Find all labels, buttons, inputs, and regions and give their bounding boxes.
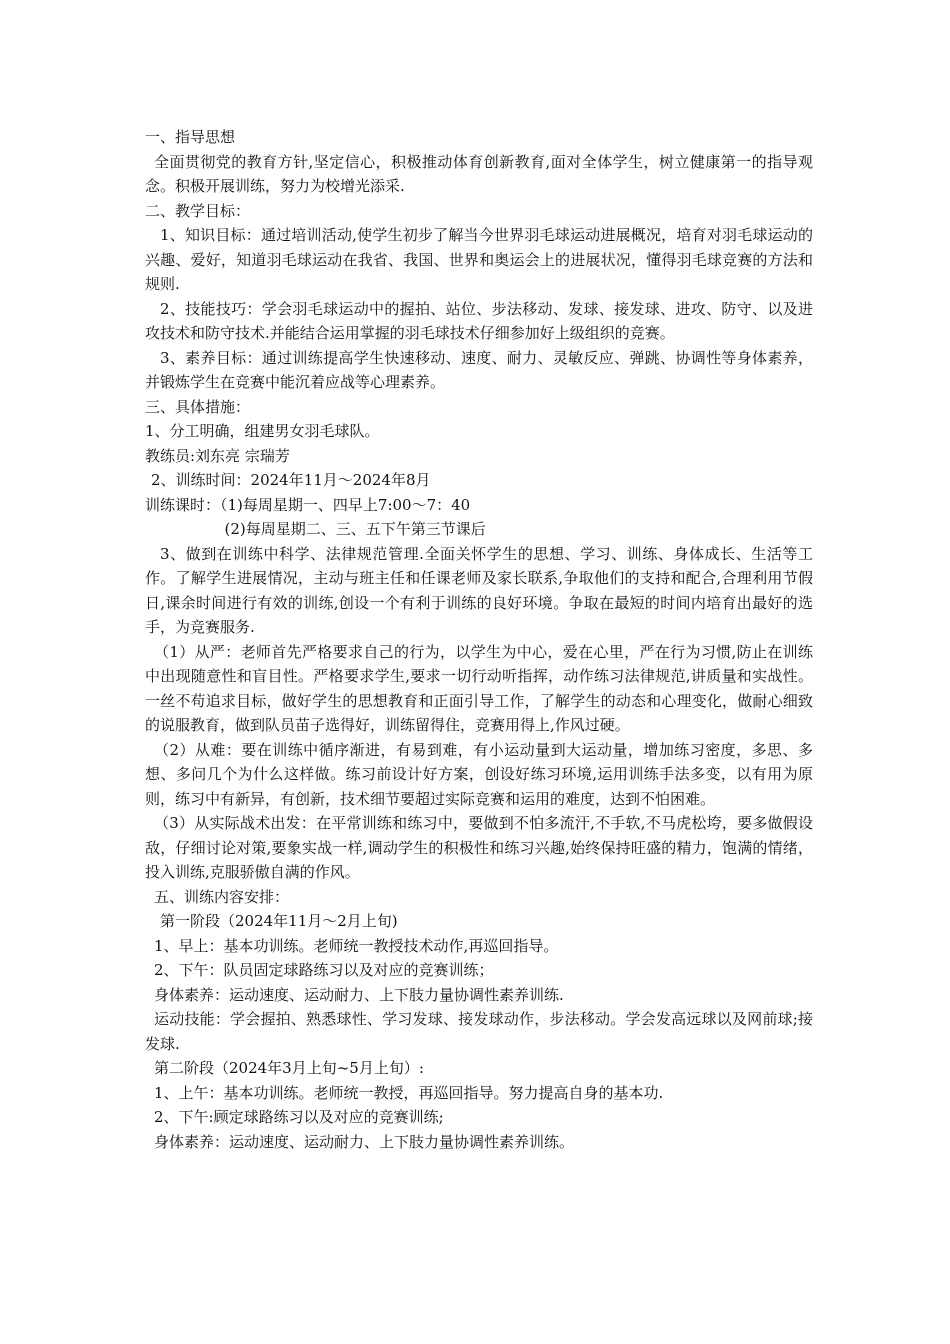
paragraph-coaches: 教练员:刘东亮 宗瑞芳 xyxy=(145,446,290,465)
paragraph-training-schedule-1: 训练课时：（1)每周星期一、四早上7:00～7：40 xyxy=(145,495,471,514)
paragraph-management: 3、做到在训练中科学、法律规范管理.全面关怀学生的思想、学习、训练、身体成长、生活等工作。了解学生进展情况，主动与班主任和任课老师及家长联系,争取他们的支持和配合,合理利用节假日,课余时间进行有效的训练,创设一个有利于训练的良好环境。争取在最短的时间内培育出最好的选手，为竞赛服务. xyxy=(145,544,813,636)
paragraph-guiding-thought: 全面贯彻党的教育方针,坚定信心，积极推动体育创新教育,面对全体学生，树立健康第一的指导观念。积极开展训练，努力为校增光添采. xyxy=(145,152,813,195)
paragraph-fitness-goal: 3、素养目标：通过训练提高学生快速移动、速度、耐力、灵敏反应、弹跳、协调性等身体素养，并锻炼学生在竞赛中能沉着应战等心理素养。 xyxy=(145,348,813,391)
heading-guiding-thought: 一、指导思想 xyxy=(145,128,236,146)
paragraph-team-setup: 1、分工明确，组建男女羽毛球队。 xyxy=(145,422,380,440)
paragraph-stage-two: 第二阶段（2024年3月上旬~5月上旬）: xyxy=(154,1059,424,1077)
paragraph-stage-two-fitness: 身体素养：运动速度、运动耐力、上下肢力量协调性素养训练。 xyxy=(154,1132,575,1151)
document-page xyxy=(145,125,813,1154)
paragraph-stage-one-afternoon: 2、下午：队员固定球路练习以及对应的竞赛训练； xyxy=(154,961,494,979)
paragraph-tactics: （3）从实际战术出发：在平常训练和练习中，要做到不怕多流汗,不手软,不马虎松垮，要多做假设敌，仔细讨论对策,要象实战一样,调动学生的积极性和练习兴趣,始终保持旺盛的精力，饱满的情绪，投入训练,克服骄傲自满的作风。 xyxy=(145,814,813,881)
heading-training-content: 五、训练内容安排： xyxy=(154,887,290,906)
paragraph-stage-one: 第一阶段（2024年11月～2月上旬) xyxy=(160,912,398,930)
paragraph-stage-two-afternoon: 2、下午:顾定球路练习以及对应的竞赛训练; xyxy=(154,1108,444,1126)
paragraph-training-period: 2、训练时间：2024年11月～2024年8月 xyxy=(151,471,431,489)
paragraph-stage-one-skills: 运动技能：学会握拍、熟悉球性、学习发球、接发球动作，步法移动。学会发高远球以及网前球;接发球. xyxy=(145,1010,813,1053)
paragraph-training-schedule-2: (2)每周星期二、三、五下午第三节课后 xyxy=(224,520,486,538)
paragraph-skill-goal: 2、技能技巧：学会羽毛球运动中的握拍、站位、步法移动、发球、接发球、进攻、防守、以及进攻技术和防守技术.并能结合运用掌握的羽毛球技术仔细参加好上级组织的竞赛。 xyxy=(145,299,813,342)
paragraph-knowledge-goal: 1、知识目标：通过培训活动,使学生初步了解当今世界羽毛球运动进展概况，培育对羽毛球运动的兴趣、爱好，知道羽毛球运动在我省、我国、世界和奥运会上的进展状况，懂得羽毛球竞赛的方法和规则. xyxy=(145,226,813,293)
paragraph-stage-two-morning: 1、上午：基本功训练。老师统一教授，再巡回指导。努力提高自身的基本功. xyxy=(154,1083,664,1102)
paragraph-stage-one-morning: 1、早上：基本功训练。老师统一教授技术动作,再巡回指导。 xyxy=(154,936,559,955)
heading-teaching-goals: 二、教学目标： xyxy=(145,201,251,220)
paragraph-strictness: （1）从严：老师首先严格要求自己的行为，以学生为中心，爱在心里，严在行为习惯,防止在训练中出现随意性和盲目性。严格要求学生,要求一切行动听指挥，动作练习法律规范,讲质量和实战性。一丝不苟追求目标，做好学生的思想教育和正面引导工作，了解学生的动态和心理变化，做耐心细致的说服教育，做到队员苗子选得好，训练留得住，竞赛用得上,作风过硬。 xyxy=(145,642,813,734)
paragraph-difficulty: （2）从难：要在训练中循序渐进，有易到难，有小运动量到大运动量，增加练习密度，多思、多想、多问几个为什么这样做。练习前设计好方案，创设好练习环境,运用训练手法多变，以有用为原则，练习中有新异，有创新，技术细节要超过实际竞赛和运用的难度，达到不怕困难。 xyxy=(145,740,813,808)
paragraph-stage-one-fitness: 身体素养：运动速度、运动耐力、上下肢力量协调性素养训练. xyxy=(154,985,564,1004)
heading-specific-measures: 三、具体措施： xyxy=(145,397,251,416)
